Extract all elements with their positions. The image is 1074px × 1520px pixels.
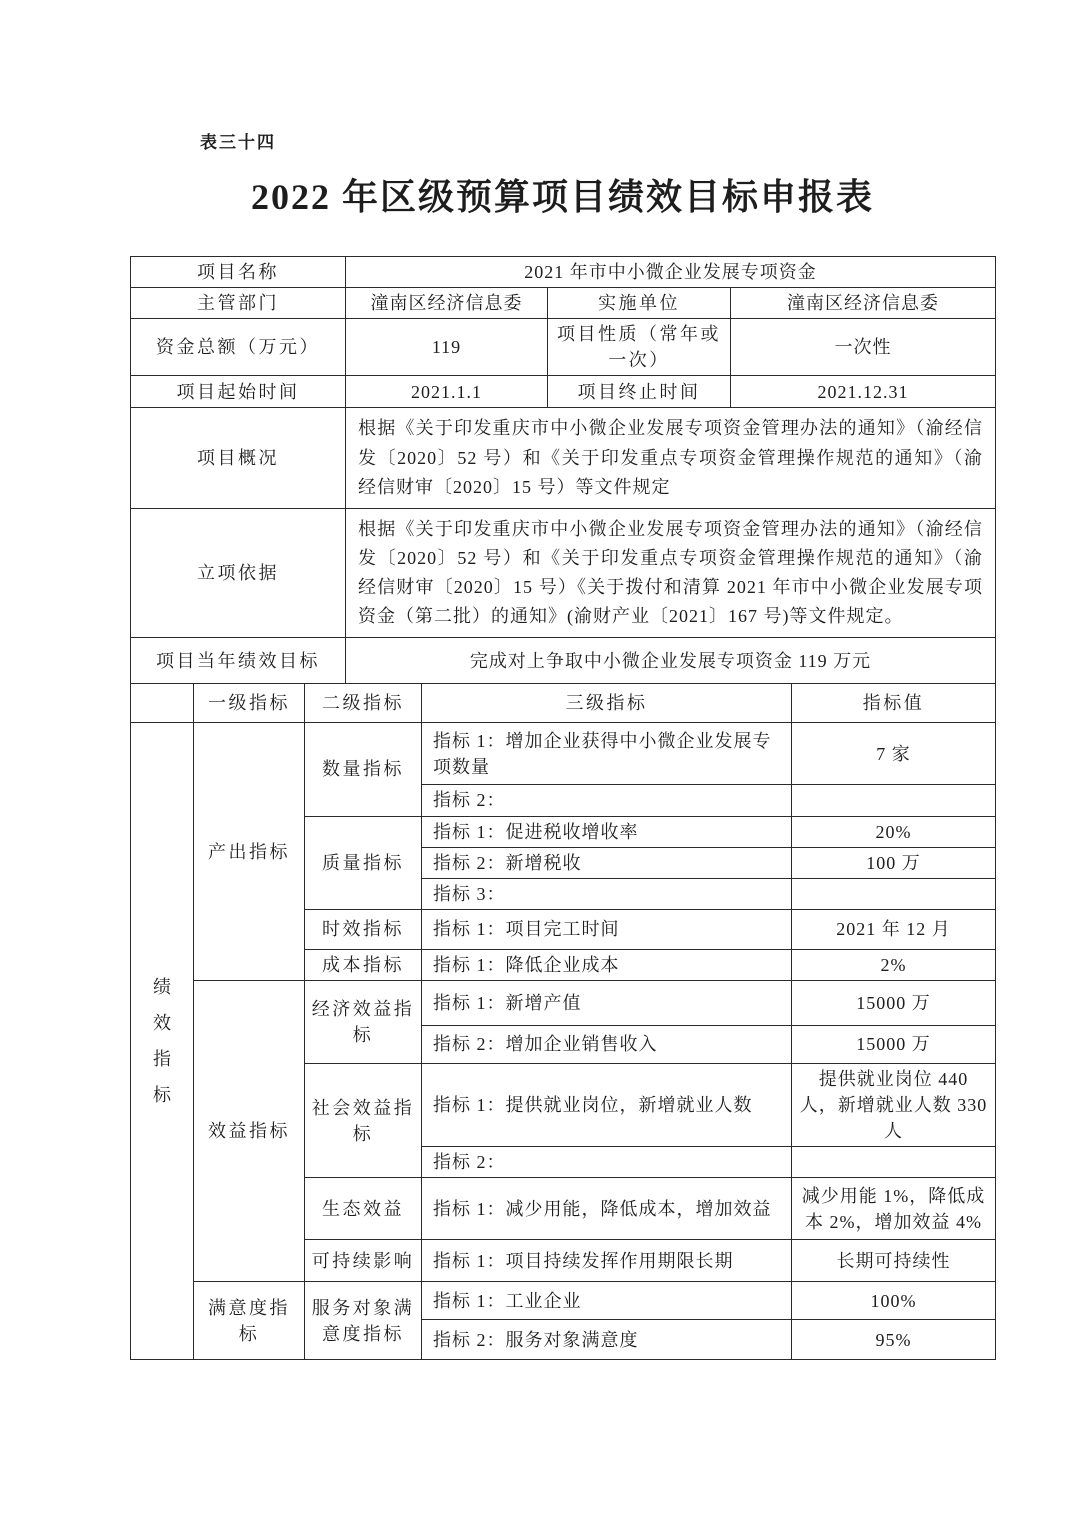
indicator-value-cell: 95% — [792, 1320, 996, 1360]
l3-indicator-cell: 指标 1：项目完工时间 — [422, 909, 792, 949]
performance-side-label: 绩效指标 — [153, 977, 171, 1106]
indicator-value-cell: 提供就业岗位 440 人，新增就业人数 330 人 — [792, 1063, 996, 1146]
header-level1-cell: 一级指标 — [194, 684, 305, 723]
l1-benefit-cell: 效益指标 — [194, 980, 305, 1281]
project-name-value-cell: 2021 年市中小微企业发展专项资金 — [346, 257, 996, 288]
page-title: 2022 年区级预算项目绩效目标申报表 — [250, 177, 874, 217]
l2-quantity-cell: 数量指标 — [305, 723, 422, 816]
project-info-table — [130, 256, 996, 684]
annual-goal-value-cell: 完成对上争取中小微企业发展专项资金 119 万元 — [346, 638, 996, 684]
l2-sustainability-cell: 可持续影响 — [305, 1240, 422, 1282]
total-fund-label-cell: 资金总额（万元） — [131, 319, 346, 376]
l3-indicator-cell: 指标 3： — [422, 878, 792, 909]
l1-output-cell: 产出指标 — [194, 723, 305, 980]
basis-label-cell: 立项依据 — [131, 508, 346, 638]
overview-label-cell: 项目概况 — [131, 408, 346, 508]
l3-indicator-cell: 指标 1：提供就业岗位，新增就业人数 — [422, 1063, 792, 1146]
corner-empty-cell — [131, 684, 194, 723]
indicator-value-cell: 15000 万 — [792, 980, 996, 1025]
performance-side-cell — [131, 723, 194, 1360]
end-date-label-cell: 项目终止时间 — [548, 376, 731, 408]
total-fund-value-cell: 119 — [346, 319, 548, 376]
table-number-label: 表三十四 — [200, 133, 276, 152]
overview-text-cell: 根据《关于印发重庆市中小微企业发展专项资金管理办法的通知》（渝经信发〔2020〕52 号）和《关于印发重点专项资金管理操作规范的通知》（渝经信财审〔2020〕15 号）等文件规定 — [346, 408, 996, 508]
nature-label-cell: 项目性质（常年或一次） — [548, 319, 731, 376]
indicator-table — [130, 683, 996, 1360]
indicator-value-cell: 100% — [792, 1282, 996, 1320]
nature-value-cell: 一次性 — [731, 319, 996, 376]
l2-quality-cell: 质量指标 — [305, 816, 422, 909]
impl-unit-label-cell: 实施单位 — [548, 288, 731, 319]
l3-indicator-cell: 指标 2：增加企业销售收入 — [422, 1025, 792, 1063]
dept-value-cell: 潼南区经济信息委 — [346, 288, 548, 319]
l3-indicator-cell: 指标 2： — [422, 1147, 792, 1178]
indicator-value-cell: 2% — [792, 949, 996, 980]
start-date-label-cell: 项目起始时间 — [131, 376, 346, 408]
document-content — [130, 0, 995, 1360]
l3-indicator-cell: 指标 1：增加企业获得中小微企业发展专项数量 — [422, 723, 792, 785]
l3-indicator-cell: 指标 2： — [422, 785, 792, 816]
indicator-value-cell: 15000 万 — [792, 1025, 996, 1063]
l3-indicator-cell: 指标 2：新增税收 — [422, 847, 792, 878]
l3-indicator-cell: 指标 2：服务对象满意度 — [422, 1320, 792, 1360]
l2-timeliness-cell: 时效指标 — [305, 909, 422, 949]
dept-label-cell: 主管部门 — [131, 288, 346, 319]
indicator-value-cell — [792, 1147, 996, 1178]
l3-indicator-cell: 指标 1：项目持续发挥作用期限长期 — [422, 1240, 792, 1282]
table-row — [131, 1282, 996, 1320]
project-name-label-cell: 项目名称 — [131, 257, 346, 288]
l2-economic-benefit-cell: 经济效益指标 — [305, 980, 422, 1063]
indicator-value-cell: 7 家 — [792, 723, 996, 785]
l3-indicator-cell: 指标 1：促进税收增收率 — [422, 816, 792, 847]
indicator-value-cell — [792, 878, 996, 909]
header-level2-cell: 二级指标 — [305, 684, 422, 723]
basis-text-cell: 根据《关于印发重庆市中小微企业发展专项资金管理办法的通知》（渝经信发〔2020〕52 号）和《关于印发重点专项资金管理操作规范的通知》（渝经信财审〔2020〕15 号）《关于拨付和清算 2021 年市中小微企业发展专项资金（第二批）的通知》(渝财产业〔2021〕167 号)等文件规定。 — [346, 508, 996, 638]
l2-service-satisfaction-cell: 服务对象满意度指标 — [305, 1282, 422, 1360]
indicator-value-cell: 减少用能 1%，降低成本 2%，增加效益 4% — [792, 1178, 996, 1240]
header-value-cell: 指标值 — [792, 684, 996, 723]
end-date-value-cell: 2021.12.31 — [731, 376, 996, 408]
indicator-value-cell — [792, 785, 996, 816]
indicator-value-cell: 20% — [792, 816, 996, 847]
annual-goal-label-cell: 项目当年绩效目标 — [131, 638, 346, 684]
indicator-value-cell: 2021 年 12 月 — [792, 909, 996, 949]
l2-ecological-benefit-cell: 生态效益 — [305, 1178, 422, 1240]
header-level3-cell: 三级指标 — [422, 684, 792, 723]
table-row — [131, 980, 996, 1025]
start-date-value-cell: 2021.1.1 — [346, 376, 548, 408]
indicator-value-cell: 100 万 — [792, 847, 996, 878]
l3-indicator-cell: 指标 1：降低企业成本 — [422, 949, 792, 980]
l3-indicator-cell: 指标 1：工业企业 — [422, 1282, 792, 1320]
impl-unit-value-cell: 潼南区经济信息委 — [731, 288, 996, 319]
l1-satisfaction-cell: 满意度指标 — [194, 1282, 305, 1360]
l2-social-benefit-cell: 社会效益指标 — [305, 1063, 422, 1177]
l3-indicator-cell: 指标 1：减少用能，降低成本，增加效益 — [422, 1178, 792, 1240]
indicator-value-cell: 长期可持续性 — [792, 1240, 996, 1282]
l2-cost-cell: 成本指标 — [305, 949, 422, 980]
l3-indicator-cell: 指标 1：新增产值 — [422, 980, 792, 1025]
table-row — [131, 723, 996, 785]
